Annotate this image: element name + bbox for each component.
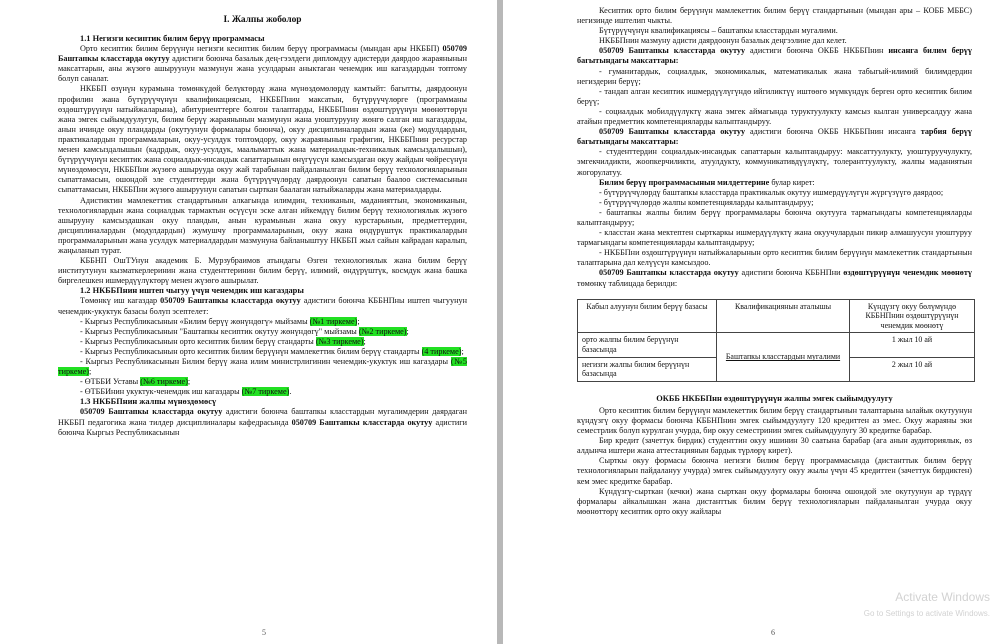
- list-item: - гуманитардык, социалдык, экономикалык, математикалык жана табыгый-илимий билимдердин негиздерин берүү;: [577, 66, 972, 86]
- list-item: [58, 337, 467, 347]
- section-title-1-2: 1.2 НКББПнин иштеп чыгуу үчүн ченемдик иш кагаздары: [80, 286, 304, 296]
- appendix-reference-highlight: (№6 тиркеме): [140, 377, 188, 387]
- activation-watermark-subtitle: Go to Settings to activate Windows.: [863, 609, 990, 618]
- list-item-punctuation: ;: [461, 346, 464, 356]
- list-item-text: - Кыргыз Республикасынын орто кесиптик билим берүү стандарты: [80, 336, 316, 346]
- paragraph-general-characteristics: [58, 407, 467, 437]
- program-tasks-title: Билим берүү программасынын милдеттерине: [599, 177, 770, 187]
- list-item-punctuation: ;: [89, 367, 92, 377]
- appendix-reference-highlight: (№3 тиркеме): [315, 336, 364, 346]
- list-item-text: - Кыргыз Республикасынын "Баштапкы кесиптик окутуу жөнүндөгү" мыйзамы: [80, 326, 359, 336]
- bold-text: 050709 Баштапкы класстарда окутуу: [599, 127, 746, 137]
- document-heading: I. Жалпы жоболор: [223, 15, 302, 25]
- list-item: - социалдык мобилдүүлүктү жана эмгек аймагында туруктуулукту камсыз кылган универсалдуу жана атайын предметтик компетенцияларды калыптандыруу.: [577, 106, 972, 127]
- list-item-punctuation: ;: [363, 336, 366, 346]
- text-run: Орто кесиптик билим берүүнүн негизги кесиптик билим берүү программасы (мындан ары НКББП): [80, 44, 443, 54]
- list-item: [58, 387, 467, 397]
- appendix-reference-highlight: (№1 тиркеме): [309, 316, 358, 326]
- text-run: төмөнкү таблицада берилди:: [577, 278, 678, 288]
- list-item: [58, 347, 467, 357]
- list-item-text: - Кыргыз Республикасынын Билим берүү жана илим министрлигинин ченемдик-укуктук иш кагаздары: [80, 357, 451, 366]
- list-item-punctuation: ;: [187, 377, 191, 387]
- list-item-punctuation: ;: [406, 326, 409, 336]
- list-item: - баштапкы жалпы билим берүү программалары боюнча окутууга тармагындагы компетенцияларды калыптандыруу;: [577, 207, 972, 227]
- bold-text: 050709 Баштапкы класстарда окутуу: [80, 407, 223, 417]
- list-item: - тандап алган кесиптик ишмердүүлүгүндө ийгиликтүү иштөөгө мүмкүндүк берген орто кесиптик билим берүү;: [577, 86, 972, 106]
- list-item-punctuation: ;: [357, 316, 360, 326]
- list-item: - класстан жана мектептен сырткаркы ишмердүүлүктү жана окуучулардын пикир алмашуусун уюштуруу тармагындагы компетенцияларды калыптандыруу;: [577, 228, 972, 248]
- table-header-cell: Квалификациянын аталышы: [717, 299, 850, 333]
- text-run: адистиги боюнча базалык дең-гээлдеги дипломдуу адистерди даярдоо жараянынын максаттарын, аны жүзөгө ашыруунун мазмунун жана усулдарын аныктаган ченемдик иш кагаздардын топтому болуп саналат.: [58, 54, 467, 84]
- table-header-cell: Күндүзгү окуу бөлүмүндө КББНПнин өздөштүрүүнүн ченемдик мөөнөтү: [850, 299, 975, 333]
- activation-watermark-title: Activate Windows: [895, 590, 990, 604]
- section-title-workload: ОКББ НКББПнн өздөштүрүүнүн жалпы эмгек сыйымдуулугу: [656, 393, 893, 403]
- appendix-reference-highlight: (№5 тиркеме): [58, 357, 467, 377]
- table-cell-term: 1 жыл 10 ай: [850, 333, 975, 357]
- list-item: [58, 377, 467, 387]
- paragraph-credit-hours: Бир кредит (зачеттук бирдик) студенттин окуу ишинин 30 саатына барабар (ага анын аудиториялык, өз алдынча иштери жана аттестациянын бардык түрлөрү кирет).: [577, 436, 972, 456]
- paragraph-nkbbp-definition: [58, 44, 467, 84]
- paragraph-graduate-qualification: Бүтүрүүчүнүн квалификациясы – баштапкы класстардын мугалими.: [599, 26, 838, 36]
- upbringing-goals-list: [577, 147, 972, 177]
- bold-text: 050709 Баштапкы класстарда окутуу: [599, 268, 739, 278]
- text-run: адистиги боюнча баштапкы класстардын мугалимдерин даярдаган НКББП педагогика жана тилдер дисциплиналары кафедрасында: [58, 407, 467, 427]
- paragraph-nkbbp-contents: НКББП өзүнүн курамына төмөнкүдөй белүктөрдү жана мүнөздөмөлөрдү камтыйт: багытты, даярдоонун профилин жана бүтүрүүчүнүн квалификациясын, НКББПнин максатын, бүтүрүүчүлөрге (программаны өздөштүрүүнүн натыйжаларына), абитуриенттерге болгон талаптарды, НКББПнин өздөштүрүүнүн мөөнөттөрүн жана эмгек сыйымдуулугун, билим берүү жараянынын мазмунун жана уюштурууну жөнгө салган иш кагаздарды, анын ичинде окуу пландарды (окутуунун формалары боюнча), окуу дисциплиналардын жана (же) модулдардын, практикалардын программаларын, окуу-усулдук топтомдору, окуу жараянынын графигин, НКББПнин ресурстар менен камсыздалышын (кадрдык, окуу-усулдук, маалыматтык жана материалдык-техникалык камсыздалышын), бүтүрүүчүнүн кесиптик жана социалдык-инсандык сапаттарынын өнүгүүсүн камсыздаган окуу жайдын чөйресүнүн мүнөздөмөсүн, НКББПни жүзөгө ашырууда окуу жай тарабынан пайдаланылган билим берүү технологияларынын сыпаттамасын, ошондой эле студенттерди жана бүтүрүүчүлөрдү даярдоонун сапатын баалоо системасынын сыпаттамасын, НКББПни жүзөгө ашыруунун сапатын сырткан баалаган натыйжаларды жана материалдарды.: [58, 84, 467, 195]
- list-item: - студенттердин социалдык-инсандык сапаттарын калыптандыруу: максаттуулукту, уюштуруучулукту, эмгекчилдикти, жоопкерчиликти, атуулдукту, коммуникативдүүлүктү, толеранттуулукту, жалпы маданиятын жогорулатуу.: [577, 147, 972, 177]
- paragraph-evening-learning: Күндүзгү-сырткан (кечки) жана сырткан окуу формалары боюнча ошондой эле окутуунун ар түрдүү формалары айкалышкан жана дистанттык билим берүү технологияларын пайдаланылган учурда окуу мөөнөттөрү кесиптик орто окуу жайлары: [577, 486, 972, 516]
- text-run: адистиги боюнча КББНПни: [738, 268, 844, 278]
- paragraph-program-tasks: [577, 178, 972, 188]
- page-number: 6: [771, 628, 775, 637]
- text-run: Төмөнкү иш кагаздар: [80, 296, 161, 306]
- list-item: [58, 327, 467, 337]
- normative-documents-list: [58, 317, 467, 398]
- bold-text: 050709 Баштапкы класстарда окутуу: [599, 46, 746, 56]
- document-page-right: [503, 0, 1000, 644]
- paragraph-nkbbp-implementation: КББНП ОшТУнун академик Б. Мурзубраимов атындагы Өзген технологиялык жана билим берүү институтунун кызматкерлеринин жана студенттеринин билим берүү, илимий, өндүрүштүк, космдук жана башка биргелешкен ишмердүүлүктөрү менен жүзөгө ашырылат.: [58, 256, 467, 286]
- bold-text: 050709 Баштапкы класстарда окутуу: [58, 44, 467, 64]
- table-cell-term: 2 жыл 10 ай: [850, 357, 975, 381]
- section-title-1-3: 1.3 НКББПнин жалпы мүнөздөмөсү: [80, 397, 217, 407]
- list-item-punctuation: .: [289, 387, 292, 397]
- paragraph-normative-term: [577, 268, 972, 288]
- text-run: адистиги боюнча ОКББ НКББПнин: [745, 46, 889, 56]
- list-item: - бүтүрүүчүлөрдү баштапкы класстарда практикалык окутуу ишмердүүлүгүн жүргүзүүгө даярдоо;: [599, 187, 944, 197]
- paragraph-education-goals: [577, 46, 972, 66]
- paragraph-upbringing-goals: [577, 127, 972, 147]
- text-run: адистиги боюнча КББНПны иштеп чыгуунун ченемдик-укуктук базасы болуп эсептелет:: [58, 296, 467, 316]
- appendix-reference-highlight: (№2 тиркеме): [358, 326, 407, 336]
- bold-text: 050709 Баштапкы класстарда окутуу: [291, 417, 433, 427]
- appendix-reference-highlight: (4 тиркеме): [421, 346, 462, 356]
- program-tasks-rest: булар кирет:: [769, 177, 815, 187]
- section-title-1-1: 1.1 Негизги кесиптик билим берүү программасы: [80, 34, 265, 43]
- list-item-text: - ӨТББИ Уставы: [80, 377, 141, 387]
- bold-text: өздөштүрүүнүн ченемдик мөөнөтү: [843, 268, 972, 278]
- table-cell-qualification: Баштапкы класстардын мугалими: [717, 333, 850, 381]
- table-row: [578, 333, 975, 357]
- study-term-table: [577, 299, 975, 382]
- document-page-left: [0, 0, 497, 644]
- paragraph-nkbbp-updates: Адистиктин мамлекеттик стандартынын алкагында илимдин, техниканын, маданияттын, экономиканын, технологиялардын жана социалдык тармактын өсүүсүн эске алган ийкемдүү билим берүү технологиялык жүзөгө ашырууну камсыздашкан окуу пландын, анын курамынын жана окуу курстарынын, предметтердин, дисциплиналардын (модулдардын) жумушчу программаларынын, окуу жана өндүрүштүк практикалардын программаларынын жана усулдук материалдардын мазмунуна байланыштуу НКББП жыл сайын кайрадан каралып, жаңыланып турат.: [58, 195, 467, 255]
- list-item: [58, 357, 467, 377]
- program-tasks-list: [577, 188, 972, 269]
- list-item: - НКББПни өздөштүрүүнүн натыйжаларынын орто кесиптик билим берүүнүн мамлекеттик стандартынын талаптарына дал келүүсүн камсыздоо.: [577, 248, 972, 268]
- appendix-reference-highlight: (№7 тиркеме): [241, 387, 290, 397]
- table-cell-base: негизги жалпы билим берүүнүн базасында: [578, 357, 717, 381]
- bold-text: тарбия берүү багытындагы максаттары:: [577, 127, 972, 147]
- list-item: - бүтүрүүчүлөрдө жалпы компетенцияларды калыптандыруу;: [599, 197, 814, 207]
- paragraph-training-level: НКББПнин мазмуну адисти даярдоонун базалык деңгээлине дал келет.: [599, 36, 847, 46]
- paragraph-standard-basis: Кесиптик орто билим берүүнүн мамлекеттик билим берүү стандартынын (мындан ары – КОББ МББС) негизинде иштелип чыкты.: [577, 6, 972, 26]
- text-run: адистиги боюнча Кыргыз Республикасынын: [58, 417, 467, 437]
- education-goals-list: [577, 67, 972, 128]
- list-item-text: - ӨТББИнин укуктук-ченемдик иш кагаздары: [80, 387, 242, 397]
- list-item-text: - Кыргыз Республикасынын орто кесиптик билим берүүнүн мамлекеттик билим берүү стандарты: [80, 346, 422, 356]
- list-item-text: - Кыргыз Республикасынын «Билим берүү жөнүндөгү» мыйзамы: [80, 316, 310, 326]
- bold-text: 050709 Баштапкы класстарда окутуу: [160, 296, 301, 306]
- table-cell-base: орто жалпы билим берүүнүн базасында: [578, 333, 717, 357]
- paragraph-distance-learning: Сырткы окуу формасы боюнча негизги билим берүү программасында (дистанттык билим берүү технологияларын пайдалануу учурда) эмгек сыйымдуулугу окуу жылы үчүн 45 кредиттен (зачеттук бирдиктен) кем эмес кредитке барабар.: [577, 456, 972, 486]
- paragraph-normative-basis: [58, 296, 467, 316]
- table-header-row: [578, 299, 975, 333]
- paragraph-workload-credits: Орто кесиптик билим берүүнүн мамлекеттик билим берүү стандартынын талаптарына ылайык окутуунун күндүзгү окуу формасы боюнча КББНПнин эмгек сыйымдуулугу 120 кредиттен аз эмес. Окуу жараяны эки семестрлик болуп курулган учурда, бир окуу семестринин эмгек сыйымдуулугу 30 кредитке барабар.: [577, 405, 972, 436]
- table-header-cell: Кабыл алуунун билим берүү базасы: [578, 299, 717, 333]
- list-item: [58, 317, 467, 327]
- page-number: 5: [262, 628, 266, 637]
- text-run: адистиги боюнча ОКББ НКББПнин инсанга: [745, 127, 921, 137]
- bold-text: инсанга билим берүү багытындагы максаттары:: [577, 46, 972, 66]
